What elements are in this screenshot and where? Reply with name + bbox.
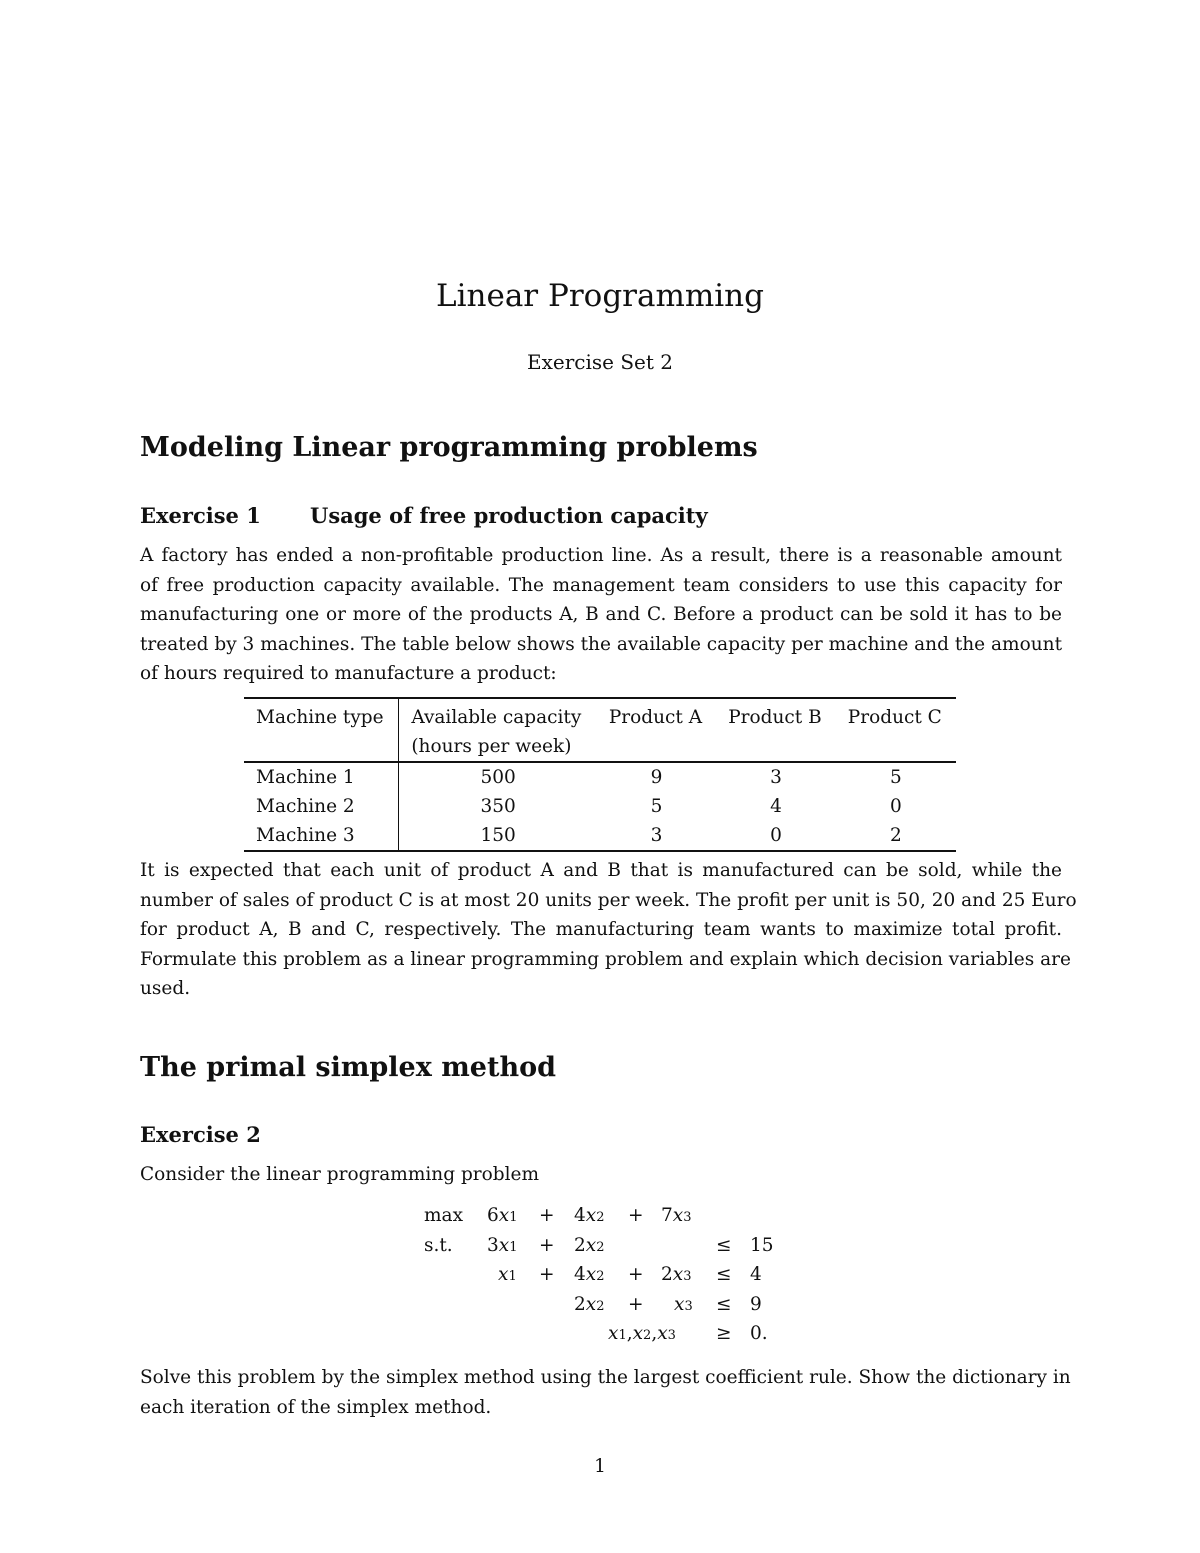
- table-cell: 4: [770, 796, 782, 817]
- exercise-2-outro: [140, 1363, 1071, 1422]
- table-cell: Machine 3: [244, 821, 399, 851]
- lp-rhs: 9: [750, 1293, 762, 1315]
- lp-term: 6x1: [487, 1205, 518, 1226]
- table-header-cell: (hours per week): [399, 732, 597, 762]
- section-title-modeling: Modeling Linear programming problems: [140, 432, 758, 463]
- lp-term: 4x2: [574, 1264, 605, 1285]
- lp-rhs: 15: [750, 1234, 774, 1256]
- table-cell: Machine 2: [244, 792, 399, 821]
- table-cell: 0: [716, 821, 836, 851]
- lp-term: x1: [498, 1264, 517, 1285]
- paragraph-line: manufacturing one or more of the products A, B and C. Before a product can be sold it has to be: [140, 604, 1062, 625]
- table-header-cell: Product A: [597, 698, 716, 732]
- document-subtitle: Exercise Set 2: [527, 350, 673, 374]
- paragraph-line: A factory has ended a non-profitable production line. As a result, there is a reasonable amount: [140, 545, 1062, 566]
- lp-relation: ≤: [716, 1264, 732, 1285]
- paragraph-line: It is expected that each unit of product A and B that is manufactured can be sold, while the: [140, 860, 1062, 881]
- lp-term: 2x2: [574, 1234, 605, 1256]
- table-header-row: [244, 732, 956, 762]
- table-header-cell: Available capacity: [399, 698, 597, 732]
- paragraph-line: Consider the linear programming problem: [140, 1164, 540, 1185]
- lp-term: 2x3: [661, 1264, 692, 1285]
- lp-operator: +: [539, 1205, 555, 1226]
- lp-term: 3x1: [487, 1234, 518, 1256]
- table-cell: 5: [890, 767, 902, 788]
- exercise-1-name: Usage of free production capacity: [310, 503, 708, 528]
- document-title: Linear Programming: [436, 278, 764, 314]
- paragraph-line: of hours required to manufacture a product:: [140, 663, 557, 684]
- lp-term: x1,x2,x3: [608, 1323, 676, 1344]
- paragraph-line: for product A, B and C, respectively. The manufacturing team wants to maximize total profit.: [140, 919, 1062, 940]
- table-cell: 3: [597, 821, 716, 851]
- table-header-cell: [836, 732, 956, 762]
- table-header-cell: [716, 732, 836, 762]
- paragraph-line: used.: [140, 978, 191, 999]
- lp-max-label: max: [424, 1205, 464, 1226]
- table-cell: 0: [890, 796, 902, 817]
- lp-relation: ≤: [716, 1234, 732, 1256]
- table-cell: 9: [650, 767, 663, 788]
- lp-operator: +: [628, 1205, 644, 1226]
- paragraph-line: of free production capacity available. The management team considers to use this capacity for: [140, 574, 1062, 596]
- exercise-1-number: Exercise 1: [140, 503, 261, 528]
- table-header-row: [244, 698, 956, 732]
- lp-rhs: 0.: [750, 1323, 768, 1344]
- lp-operator: +: [628, 1264, 644, 1285]
- paragraph-line: treated by 3 machines. The table below shows the available capacity per machine and the amount: [140, 633, 1062, 655]
- exercise-1-heading: [140, 503, 708, 528]
- table-header-cell: Product B: [716, 698, 836, 732]
- table-header-cell: Product C: [836, 698, 956, 732]
- table-cell: Machine 1: [244, 762, 399, 792]
- lp-operator: +: [539, 1264, 555, 1285]
- lp-term: 7x3: [661, 1205, 692, 1226]
- lp-operator: +: [539, 1234, 555, 1256]
- section-title-simplex: The primal simplex method: [140, 1052, 556, 1083]
- table-header-cell: Machine type: [244, 698, 399, 732]
- paragraph-line: Formulate this problem as a linear programming problem and explain which decision variables are: [140, 948, 1071, 970]
- lp-operator: +: [628, 1293, 644, 1315]
- table-cell: 2: [836, 821, 956, 851]
- table-header-cell: [244, 732, 399, 762]
- capacity-table: [244, 697, 956, 852]
- paragraph-line: Solve this problem by the simplex method using the largest coefficient rule. Show the dictionary in: [140, 1367, 1071, 1388]
- lp-relation: ≥: [716, 1323, 732, 1344]
- paragraph-line: each iteration of the simplex method.: [140, 1396, 492, 1418]
- lp-rhs: 4: [750, 1264, 762, 1285]
- exercise-2-intro: [140, 1160, 1062, 1190]
- lp-term: x3: [674, 1293, 693, 1315]
- table-row: [244, 792, 956, 821]
- table-header-cell: [597, 732, 716, 762]
- exercise-2-number: Exercise 2: [140, 1122, 261, 1147]
- lp-relation: ≤: [716, 1293, 732, 1315]
- table-cell: 150: [399, 821, 597, 851]
- exercise-1-outro: [140, 856, 1077, 1004]
- table-cell: 500: [480, 767, 516, 788]
- table-row: [244, 762, 956, 792]
- table-cell: 5: [650, 796, 663, 817]
- table-cell: 3: [770, 767, 782, 788]
- table-cell: 350: [480, 796, 516, 817]
- exercise-2-heading: [140, 1122, 261, 1147]
- paragraph-line: number of sales of product C is at most 20 units per week. The profit per unit is 50, 20 and 25 Euro: [140, 889, 1077, 911]
- exercise-1-intro: [140, 541, 1062, 689]
- page-number: 1: [594, 1456, 606, 1477]
- lp-term: 2x2: [574, 1293, 605, 1315]
- table-row: [244, 821, 956, 851]
- lp-term: 4x2: [574, 1205, 605, 1226]
- lp-st-label: s.t.: [424, 1234, 453, 1256]
